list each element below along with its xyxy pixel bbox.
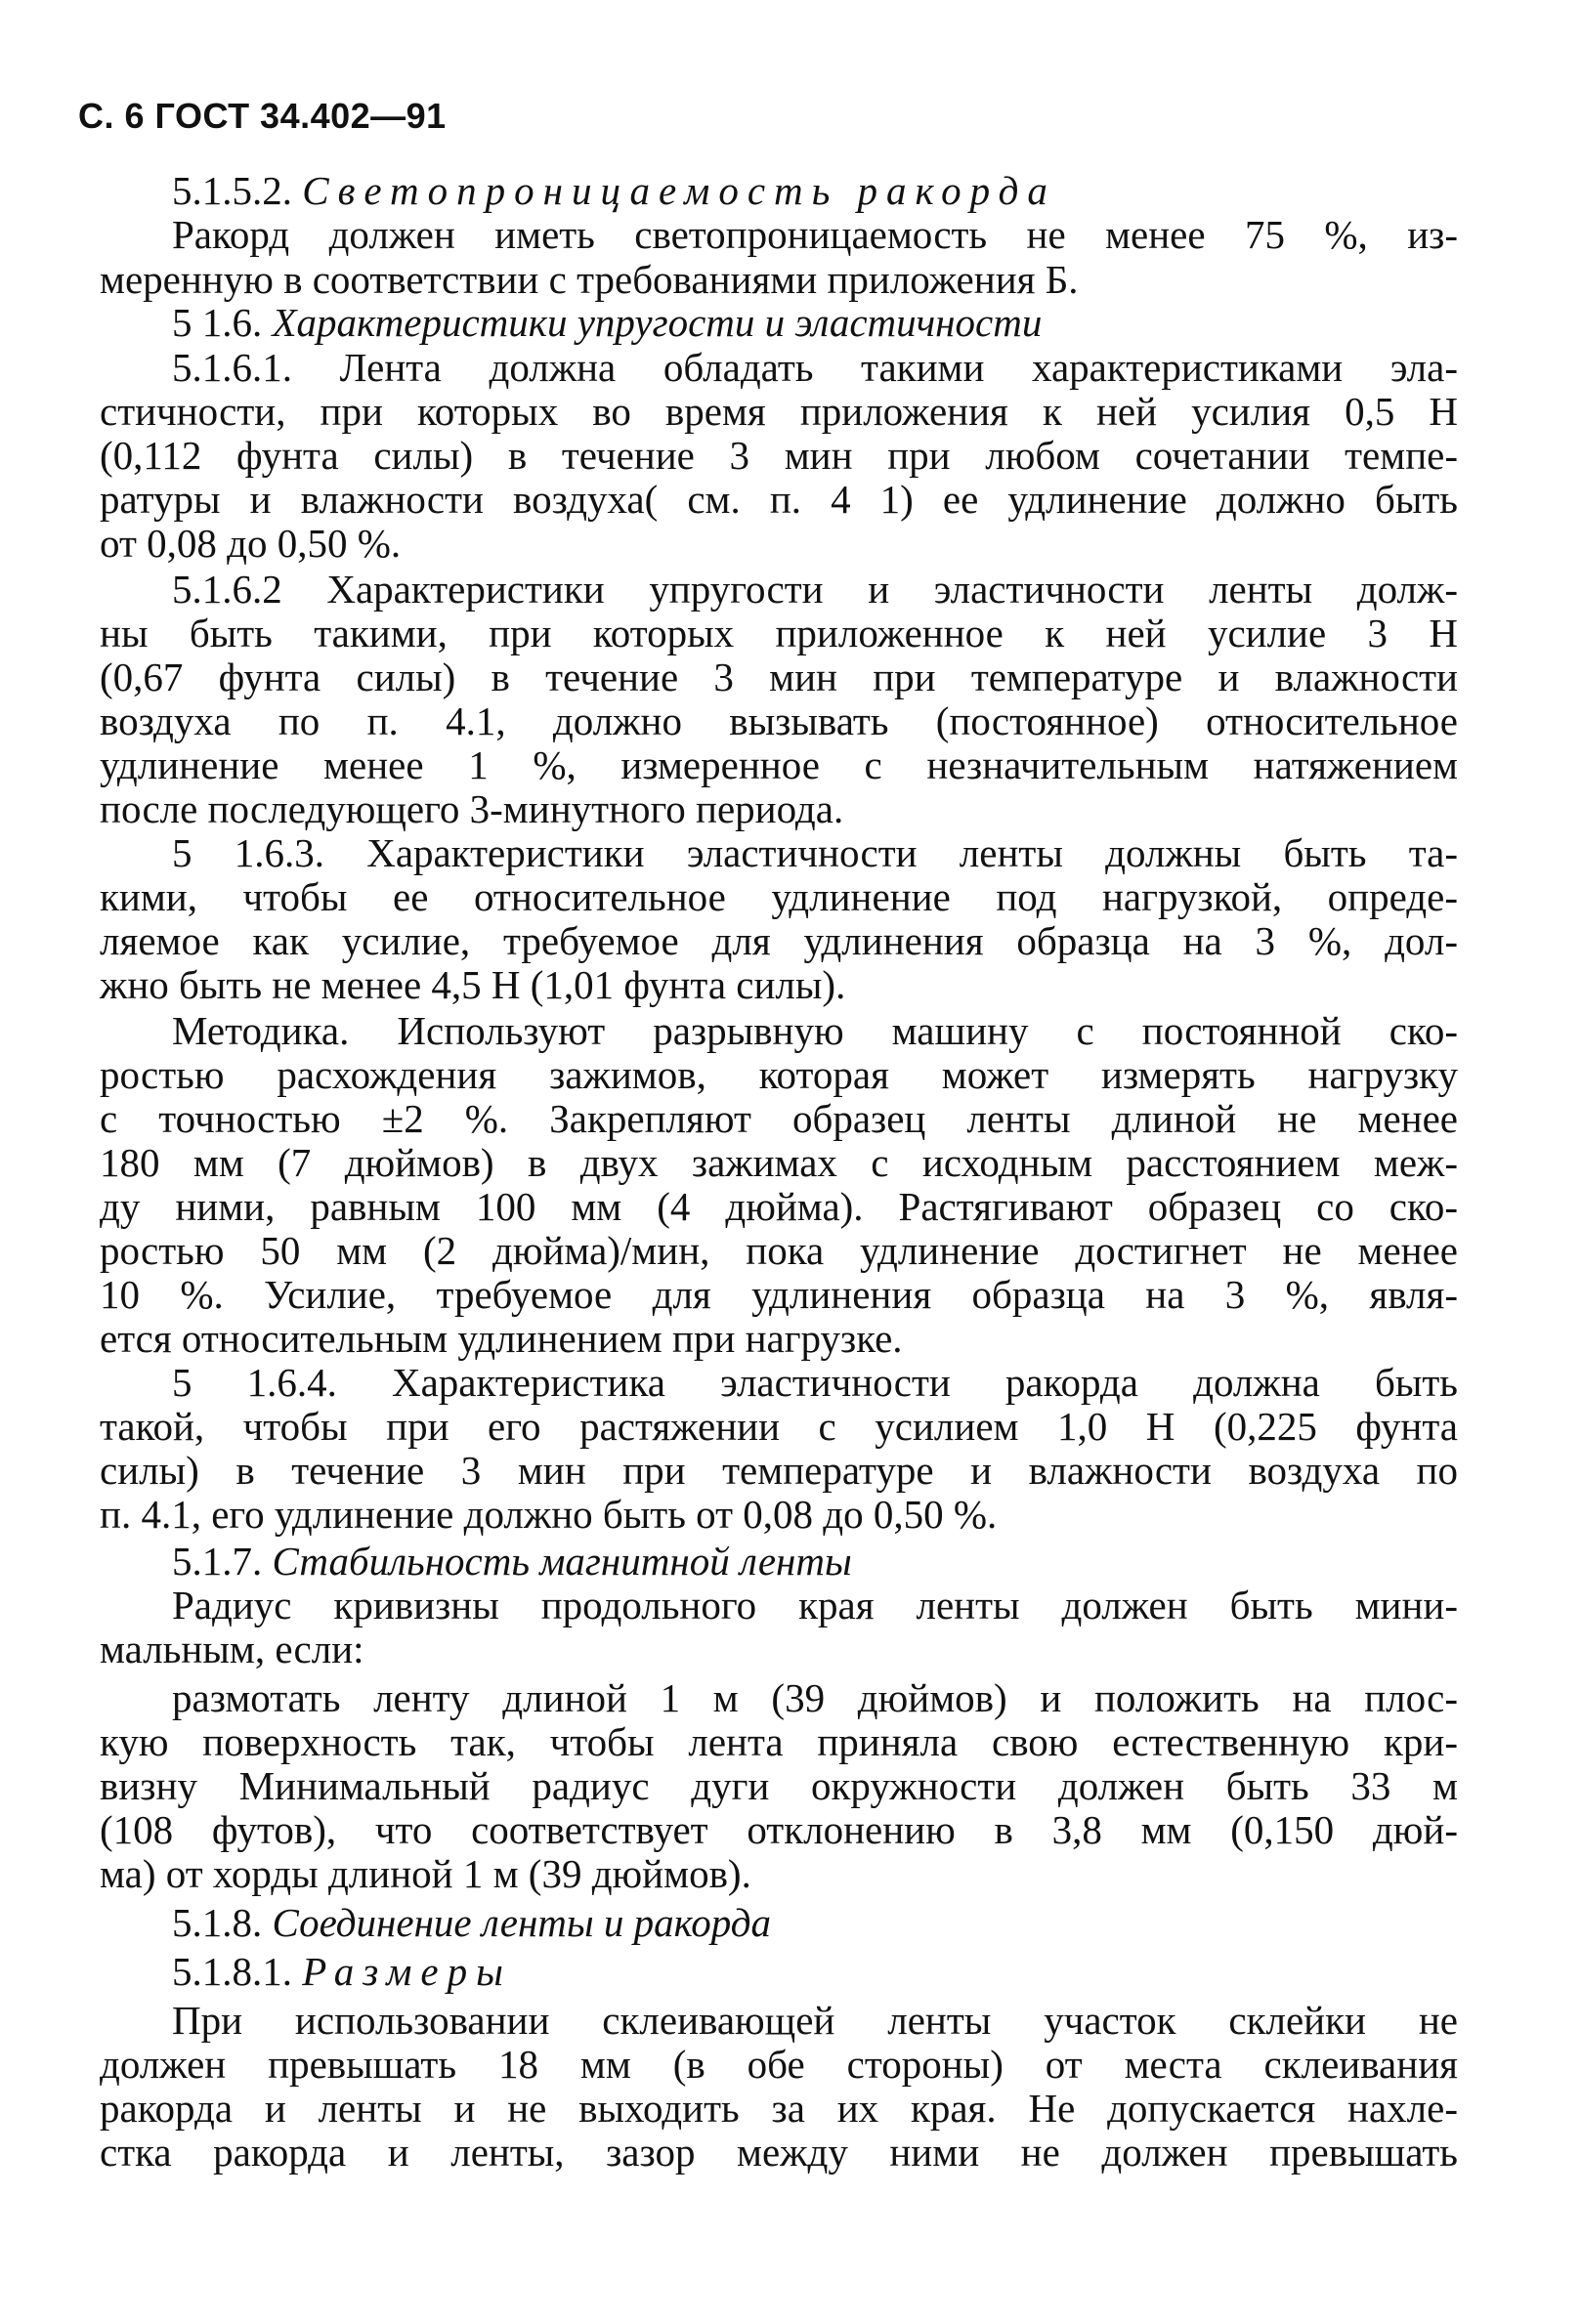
text-line: визну Минимальный радиус дуги окружности должен быть 33 м [100, 1763, 1458, 1808]
section-heading-5-1-7 [172, 1539, 852, 1584]
subsection-heading-5-1-5-2 [172, 168, 1056, 213]
line-text: 5.1.8.1. [172, 1949, 303, 1994]
text-line: (108 футов), что соответствует отклонению в 3,8 мм (0,150 дюй- [100, 1807, 1458, 1852]
text-line: мальным, если: [100, 1627, 364, 1671]
subsection-heading-5-1-8-1 [172, 1949, 512, 1994]
page-header: С. 6 ГОСТ 34.402—91 [78, 96, 447, 136]
text-line: ростью 50 мм (2 дюйма)/мин, пока удлинение достигнет не менее [100, 1228, 1458, 1273]
text-line: ростью расхождения зажимов, которая может измерять нагрузку [100, 1052, 1458, 1097]
text-line: ляемое как усилие, требуемое для удлинения образца на 3 %, дол- [100, 918, 1458, 963]
text-line: 10 %. Усилие, требуемое для удлинения образца на 3 %, явля- [100, 1272, 1458, 1317]
line-text: 5 1.6. [172, 300, 273, 345]
text-line: ны быть такими, при которых приложенное к ней усилие 3 Н [100, 611, 1458, 655]
text-line: Радиус кривизны продольного края ленты должен быть мини- [172, 1583, 1458, 1627]
text-line: 5 1.6.4. Характеристика эластичности ракорда должна быть [172, 1360, 1458, 1405]
text-line: должен превышать 18 мм (в обе стороны) от места склеивания [100, 2042, 1458, 2087]
line-text: 5.1.8. [172, 1900, 273, 1945]
text-line: кими, чтобы ее относительное удлинение под нагрузкой, опреде- [100, 874, 1458, 919]
text-line: ду ними, равным 100 мм (4 дюйма). Растягивают образец со ско- [100, 1184, 1458, 1229]
text-line: ратуры и влажности воздуха( см. п. 4 1) ее удлинение должно быть [100, 477, 1458, 522]
text-line: размотать ленту длиной 1 м (39 дюймов) и положить на плос- [172, 1675, 1458, 1720]
text-line: ма) от хорды длиной 1 м (39 дюймов). [100, 1851, 751, 1896]
text-line: (0,67 фунта силы) в течение 3 мин при температуре и влажности [100, 655, 1458, 699]
heading-emphasis: Светопроницаемость ракорда [302, 168, 1056, 213]
text-line: жно быть не менее 4,5 Н (1,01 фунта силы). [100, 962, 846, 1007]
text-line: кую поверхность так, чтобы лента приняла свою естественную кри- [100, 1719, 1458, 1764]
heading-emphasis: Стабильность магнитной ленты [272, 1539, 852, 1584]
text-line: ется относительным удлинением при нагрузке. [100, 1316, 903, 1361]
text-line: п. 4.1, его удлинение должно быть от 0,08 до 0,50 %. [100, 1492, 998, 1537]
line-text: 5.1.7. [172, 1539, 273, 1584]
text-line: силы) в течение 3 мин при температуре и влажности воздуха по [100, 1448, 1458, 1493]
text-line: (0,112 фунта силы) в течение 3 мин при любом сочетании темпе- [100, 433, 1458, 478]
text-line: Методика. Используют разрывную машину с постоянной ско- [172, 1008, 1458, 1053]
section-heading-5-1-6 [172, 300, 1042, 345]
text-line: Ракорд должен иметь светопроницаемость не менее 75 %, из- [172, 212, 1458, 257]
section-heading-5-1-8 [172, 1900, 771, 1945]
text-line: 5 1.6.3. Характеристики эластичности ленты должны быть та- [172, 830, 1458, 875]
text-line: воздуха по п. 4.1, должно вызывать (постоянное) относительное [100, 698, 1458, 743]
text-line: меренную в соответствии с требованиями приложения Б. [100, 257, 1079, 302]
text-line: с точностью ±2 %. Закрепляют образец ленты длиной не менее [100, 1096, 1458, 1141]
text-line: после последующего 3-минутного периода. [100, 786, 844, 831]
text-line: ракорда и ленты и не выходить за их края. Не допускается нахле- [100, 2086, 1458, 2131]
text-line: стичности, при которых во время приложения к ней усилия 0,5 Н [100, 389, 1458, 434]
text-line: от 0,08 до 0,50 %. [100, 521, 402, 566]
heading-emphasis: Соединение ленты и ракорда [272, 1900, 771, 1945]
text-line: удлинение менее 1 %, измеренное с незначительным натяжением [100, 742, 1458, 787]
text-line: При использовании склеивающей ленты участок склейки не [172, 1998, 1458, 2043]
text-line: 5.1.6.2 Характеристики упругости и эластичности ленты долж- [172, 567, 1458, 612]
heading-emphasis: Характеристики упругости и эластичности [272, 300, 1043, 345]
heading-emphasis: Размеры [302, 1949, 512, 1994]
text-line: стка ракорда и ленты, зазор между ними не должен превышать [100, 2130, 1458, 2175]
text-line: такой, чтобы при его растяжении с усилием 1,0 Н (0,225 фунта [100, 1404, 1458, 1449]
line-text: 5.1.5.2. [172, 168, 303, 213]
text-line: 180 мм (7 дюймов) в двух зажимах с исходным расстоянием меж- [100, 1140, 1458, 1185]
text-line: 5.1.6.1. Лента должна обладать такими характеристиками эла- [172, 345, 1458, 390]
